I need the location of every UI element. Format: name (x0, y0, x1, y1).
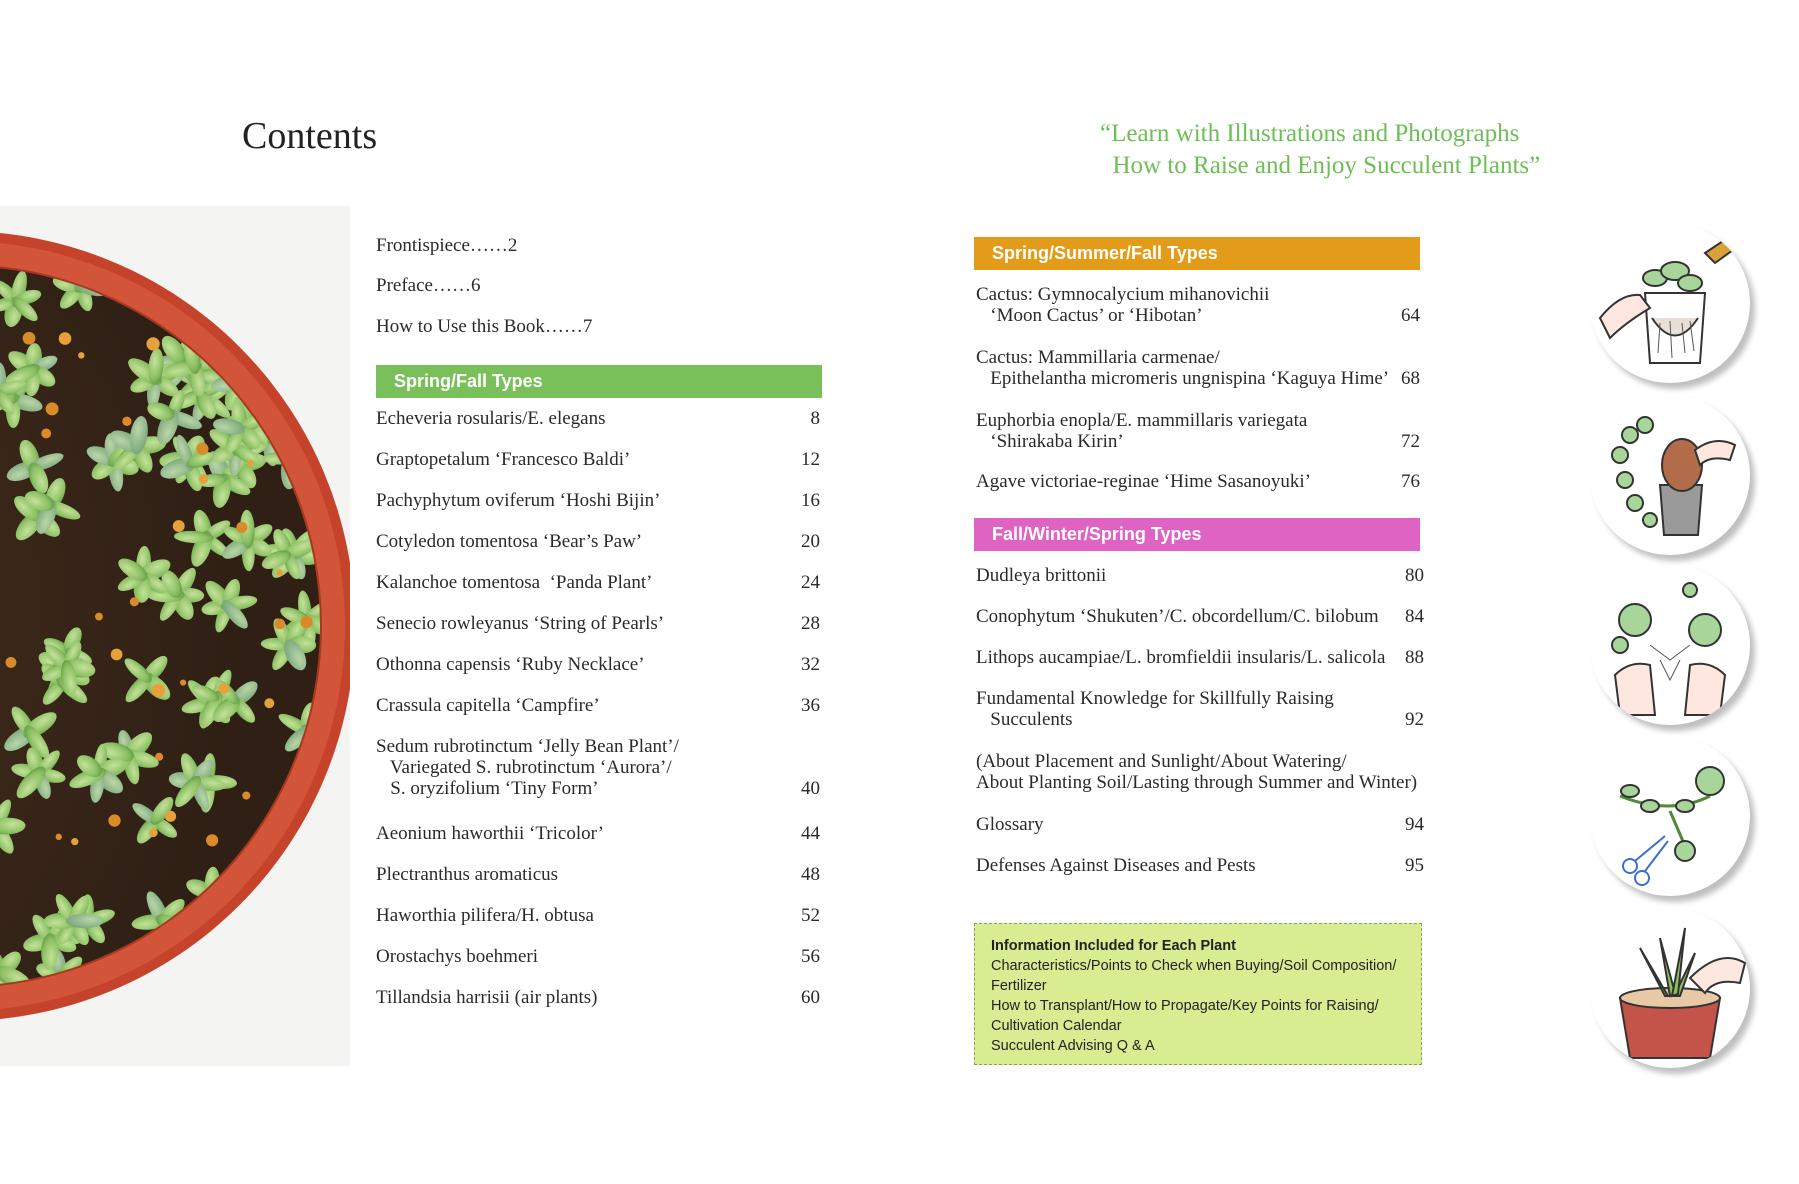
toc-item-title: Cotyledon tomentosa ‘Bear’s Paw’ (376, 531, 643, 552)
info-box-line: Succulent Advising Q & A (991, 1038, 1155, 1054)
toc-item-title: Crassula capitella ‘Campfire’ (376, 695, 600, 716)
toc-item-title: Aeonium haworthii ‘Tricolor’ (376, 823, 604, 844)
toc-item-title: Cactus: Gymnocalycium mihanovichii (976, 284, 1270, 305)
toc-item-preface[interactable]: Preface……6 (376, 275, 481, 296)
toc-item-how-to-use[interactable]: How to Use this Book……7 (376, 316, 593, 337)
toc-page-number: 20 (801, 531, 820, 552)
toc-item-title: Fundamental Knowledge for Skillfully Raising (976, 688, 1334, 709)
toc-item-title: Conophytum ‘Shukuten’/C. obcordellum/C. bilobum (976, 606, 1379, 627)
toc-page-number: 64 (1401, 305, 1420, 326)
toc-item-title: Pachyphytum oviferum ‘Hoshi Bijin’ (376, 490, 661, 511)
toc-item-title: ‘Shirakaba Kirin’ (976, 431, 1124, 452)
toc-page-number: 24 (801, 572, 820, 593)
page-title: Contents (242, 115, 378, 157)
toc-item-title: Cactus: Mammillaria carmenae/ (976, 347, 1220, 368)
toc-page-number: 32 (801, 654, 820, 675)
section-header-spring-fall: Spring/Fall Types (376, 365, 822, 398)
fall_winter_spring-item[interactable] (976, 751, 1424, 793)
info-box (974, 923, 1422, 1065)
fall_winter_spring-item[interactable] (976, 606, 1424, 627)
fall_winter_spring-item[interactable] (976, 647, 1424, 668)
toc-page-number: 95 (1405, 855, 1424, 876)
toc-item-title: Haworthia pilifera/H. obtusa (376, 905, 594, 926)
toc-item-title: Agave victoriae-reginae ‘Hime Sasanoyuki’ (976, 471, 1312, 492)
spring_fall-item[interactable] (376, 864, 820, 885)
toc-page-number: 88 (1405, 647, 1424, 668)
toc-page-number: 52 (801, 905, 820, 926)
toc-page-number: 76 (1401, 471, 1420, 492)
toc-page-number: 60 (801, 987, 820, 1008)
toc-item-title: Succulents (976, 709, 1073, 730)
toc-item-title: Kalanchoe tomentosa ‘Panda Plant’ (376, 572, 653, 593)
toc-item-title: (About Placement and Sunlight/About Watering/ (976, 751, 1347, 772)
spring_fall-item[interactable] (376, 736, 820, 799)
toc-item-title: Graptopetalum ‘Francesco Baldi’ (376, 449, 631, 470)
toc-item-title: Senecio rowleyanus ‘String of Pearls’ (376, 613, 665, 634)
spring_summer_fall-item[interactable] (976, 410, 1420, 452)
toc-item-title: About Planting Soil/Lasting through Summer and Winter) (976, 772, 1418, 793)
toc-page-number: 92 (1405, 709, 1424, 730)
fall_winter_spring-item[interactable] (976, 855, 1424, 876)
section-header-fall-winter-spring: Fall/Winter/Spring Types (974, 518, 1420, 551)
spring_fall-item[interactable] (376, 613, 820, 634)
spring_fall-item[interactable] (376, 490, 820, 511)
spring_fall-item[interactable] (376, 449, 820, 470)
toc-item-title: Echeveria rosularis/E. elegans (376, 408, 606, 429)
toc-item-title: Defenses Against Diseases and Pests (976, 855, 1256, 876)
toc-page-number: 80 (1405, 565, 1424, 586)
toc-item-title: Glossary (976, 814, 1044, 835)
tagline-line-1: “Learn with Illustrations and Photographs (1100, 120, 1520, 147)
fall_winter_spring-item[interactable] (976, 814, 1424, 835)
planting-aloe-pot-icon (1590, 908, 1750, 1068)
toc-page-number: 72 (1401, 431, 1420, 452)
toc-page-number: 44 (801, 823, 820, 844)
spring_fall-item[interactable] (376, 905, 820, 926)
spring_fall-item[interactable] (376, 987, 820, 1008)
toc-page-number: 94 (1405, 814, 1424, 835)
spring_fall-item[interactable] (376, 531, 820, 552)
dividing-plant-icon (1590, 565, 1750, 725)
toc-page-number: 8 (810, 408, 820, 429)
info-box-line: Characteristics/Points to Check when Buying/Soil Composition/ (991, 958, 1397, 974)
tagline-line-2: How to Raise and Enjoy Succulent Plants” (1100, 152, 1541, 179)
info-box-line: Fertilizer (991, 978, 1047, 994)
toc-item-title: Plectranthus aromaticus (376, 864, 559, 885)
toc-page-number: 16 (801, 490, 820, 511)
root-ball-removal-icon (1590, 395, 1750, 555)
toc-page-number: 68 (1401, 368, 1420, 389)
spring_fall-item[interactable] (376, 946, 820, 967)
spring_fall-item[interactable] (376, 654, 820, 675)
toc-item-title: Tillandsia harrisii (air plants) (376, 987, 598, 1008)
toc-item-title: Epithelantha micromeris ungnispina ‘Kaguya Hime’ (976, 368, 1390, 389)
spring_fall-item[interactable] (376, 408, 820, 429)
toc-item-title: Variegated S. rubrotinctum ‘Aurora’/ (376, 757, 672, 778)
spring_summer_fall-item[interactable] (976, 471, 1420, 492)
toc-page-number: 48 (801, 864, 820, 885)
info-box-heading: Information Included for Each Plant (991, 938, 1236, 954)
toc-page-number: 28 (801, 613, 820, 634)
toc-page-number: 40 (801, 778, 820, 799)
info-box-line: How to Transplant/How to Propagate/Key Points for Raising/ (991, 998, 1379, 1014)
toc-item-title: Euphorbia enopla/E. mammillaris variegata (976, 410, 1308, 431)
spring_fall-item[interactable] (376, 823, 820, 844)
cutting-scissors-icon (1590, 736, 1750, 896)
succulent-pot-photo (0, 206, 350, 1066)
toc-page-number: 36 (801, 695, 820, 716)
info-box-line: Cultivation Calendar (991, 1018, 1122, 1034)
fall_winter_spring-item[interactable] (976, 565, 1424, 586)
toc-item-title: S. oryzifolium ‘Tiny Form’ (376, 778, 599, 799)
fall_winter_spring-item[interactable] (976, 688, 1424, 730)
repotting-hands-icon (1590, 223, 1750, 383)
spring_fall-item[interactable] (376, 695, 820, 716)
toc-item-title: Orostachys boehmeri (376, 946, 538, 967)
toc-item-title: Dudleya brittonii (976, 565, 1107, 586)
toc-item-title: Othonna capensis ‘Ruby Necklace’ (376, 654, 645, 675)
section-header-spring-summer-fall: Spring/Summer/Fall Types (974, 237, 1420, 270)
toc-page-number: 56 (801, 946, 820, 967)
toc-item-title: Sedum rubrotinctum ‘Jelly Bean Plant’/ (376, 736, 679, 757)
toc-page-number: 12 (801, 449, 820, 470)
toc-page-number: 84 (1405, 606, 1424, 627)
spring_summer_fall-item[interactable] (976, 347, 1420, 389)
spring_summer_fall-item[interactable] (976, 284, 1420, 326)
toc-item-frontispiece[interactable]: Frontispiece……2 (376, 235, 518, 256)
toc-item-title: ‘Moon Cactus’ or ‘Hibotan’ (976, 305, 1203, 326)
toc-item-title: Lithops aucampiae/L. bromfieldii insularis/L. salicola (976, 647, 1386, 668)
spring_fall-item[interactable] (376, 572, 820, 593)
tagline (1100, 118, 1600, 182)
